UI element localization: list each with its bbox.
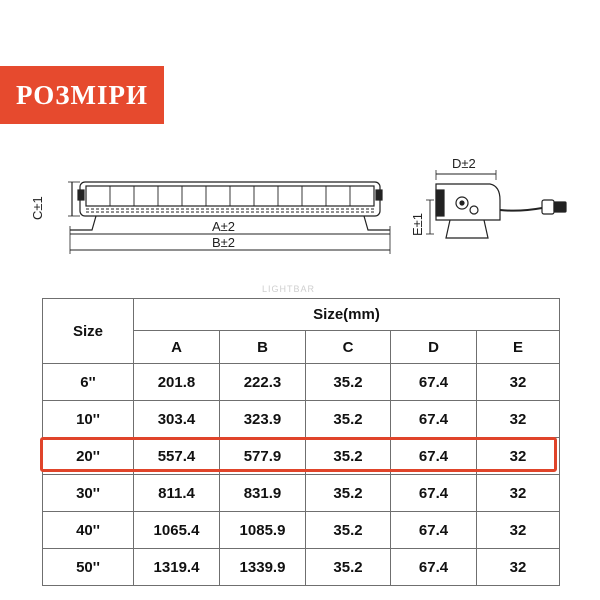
table-row	[43, 549, 560, 586]
label-a: A±2	[212, 219, 236, 234]
row-size: 40''	[43, 512, 134, 549]
cell-d: 67.4	[391, 401, 477, 438]
row-size: 50''	[43, 549, 134, 586]
cell-d: 67.4	[391, 438, 477, 475]
row-size: 10''	[43, 401, 134, 438]
led-segments	[110, 186, 350, 206]
column-header-d: D	[391, 331, 477, 364]
size-header: Size	[43, 299, 134, 364]
highlight-frame	[40, 437, 557, 472]
side-view	[426, 170, 566, 238]
cell-e: 32	[477, 512, 560, 549]
cell-c: 35.2	[306, 401, 391, 438]
cell-e: 32	[477, 475, 560, 512]
cell-a: 303.4	[134, 401, 220, 438]
end-cap-left	[78, 190, 84, 200]
cell-e: 32	[477, 438, 560, 475]
cell-d: 67.4	[391, 475, 477, 512]
side-lens	[436, 190, 444, 216]
cell-a: 1319.4	[134, 549, 220, 586]
cell-c: 35.2	[306, 438, 391, 475]
cell-a: 1065.4	[134, 512, 220, 549]
column-header-b: B	[220, 331, 306, 364]
label-e: E±1	[410, 212, 425, 236]
column-header-c: C	[306, 331, 391, 364]
cell-a: 557.4	[134, 438, 220, 475]
cell-c: 35.2	[306, 549, 391, 586]
cell-c: 35.2	[306, 512, 391, 549]
dimension-drawing	[0, 150, 600, 260]
cell-b: 1085.9	[220, 512, 306, 549]
cell-a: 811.4	[134, 475, 220, 512]
table-row	[43, 364, 560, 401]
side-bracket	[446, 220, 488, 238]
watermark: LIGHTBAR	[262, 284, 316, 294]
cell-a: 201.8	[134, 364, 220, 401]
row-size: 6''	[43, 364, 134, 401]
row-size: 20''	[43, 438, 134, 475]
cell-d: 67.4	[391, 549, 477, 586]
cell-b: 323.9	[220, 401, 306, 438]
title-badge	[0, 66, 164, 124]
label-d: D±2	[452, 156, 476, 171]
table-row	[43, 475, 560, 512]
label-b: B±2	[212, 235, 236, 250]
end-cap-right	[376, 190, 382, 200]
cell-b: 831.9	[220, 475, 306, 512]
cell-c: 35.2	[306, 364, 391, 401]
title-badge-label: РОЗМІРИ	[15, 79, 149, 110]
cell-b: 222.3	[220, 364, 306, 401]
table-row	[43, 401, 560, 438]
cell-e: 32	[477, 364, 560, 401]
connector	[542, 200, 554, 214]
cell-e: 32	[477, 401, 560, 438]
cell-d: 67.4	[391, 364, 477, 401]
side-bolt-bottom	[470, 206, 478, 214]
cable	[500, 208, 542, 211]
label-c: C±1	[30, 196, 45, 220]
row-size: 30''	[43, 475, 134, 512]
cell-b: 577.9	[220, 438, 306, 475]
size-mm-header: Size(mm)	[134, 299, 560, 331]
column-header-e: E	[477, 331, 560, 364]
cell-c: 35.2	[306, 475, 391, 512]
table-row	[43, 512, 560, 549]
column-header-a: A	[134, 331, 220, 364]
cell-e: 32	[477, 549, 560, 586]
cell-d: 67.4	[391, 512, 477, 549]
cell-b: 1339.9	[220, 549, 306, 586]
